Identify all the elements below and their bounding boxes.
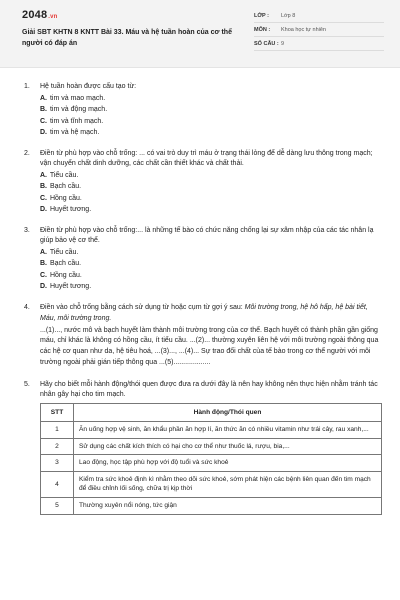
page-header (0, 0, 400, 68)
option-text: tim và tĩnh mạch. (49, 117, 104, 125)
table-row (41, 498, 382, 515)
option-label: B. (40, 106, 47, 114)
meta-info (254, 12, 384, 54)
option-text: Hồng cầu. (49, 271, 82, 279)
option-label: A. (40, 95, 47, 103)
page-title: Giải SBT KHTN 8 KNTT Bài 33. Máu và hệ tuần hoàn của cơ thể người có đáp án (22, 28, 232, 47)
option-text: Hồng cầu. (49, 194, 82, 202)
option-text: tim và hệ mạch. (49, 128, 100, 136)
question-text: Hãy cho biết mỗi hành động/thói quen được đưa ra dưới đây là nên hay không nên thực hiện nhằm tránh tác nhân gây hại cho tim mạch. (40, 381, 378, 399)
option-label: D. (40, 205, 47, 213)
question-list (0, 68, 400, 515)
option-label: C. (40, 194, 47, 202)
option-text: Huyết tương. (49, 282, 92, 290)
table-row (41, 422, 382, 439)
question-5 (24, 380, 382, 515)
option-b[interactable] (40, 181, 382, 192)
option-label: D. (40, 128, 47, 136)
question-number: 5. (24, 381, 30, 389)
option-d[interactable] (40, 127, 382, 138)
option-c[interactable] (40, 270, 382, 281)
column-header-stt: STT (41, 404, 74, 422)
habits-table (40, 403, 382, 514)
row-text: Sử dụng các chất kích thích có hại cho cơ thể như thuốc lá, rượu, bia,... (74, 438, 382, 455)
row-text: Ăn uống hợp vệ sinh, ăn khẩu phần ăn hợp lí, ăn thức ăn có nhiều vitamin như trái cây, rau xanh,... (74, 422, 382, 439)
option-c[interactable] (40, 116, 382, 127)
option-b[interactable] (40, 258, 382, 269)
question-number: 1. (24, 83, 30, 90)
question-text (40, 303, 382, 325)
question-text: Hệ tuần hoàn được cấu tạo từ: (40, 83, 137, 90)
question-4 (24, 303, 382, 369)
option-label: B. (40, 260, 47, 268)
option-text: tim và động mạch. (49, 106, 108, 114)
option-a[interactable] (40, 247, 382, 258)
option-label: B. (40, 183, 47, 191)
fill-in-paragraph: ...(1)..., nước mô và bạch huyết làm thành môi trường trong của cơ thể. Bạch huyết có thành phần gần giống máu, chỉ khác là không có hồng cầu, ít tiểu cầu. ...(2)... thường xuyên liên hệ với môi trường ngoài thông qua các hệ cơ quan như da, hệ tiêu hoá, ...(3)..., ...(4)... Sự trao đổi chất của tế bào trong cơ thể người với môi trường ngoài phải gián tiếp thông qua ...(5)................... (40, 326, 379, 367)
table-row (41, 471, 382, 497)
meta-value: 9 (281, 41, 285, 48)
question-text: Điền từ phù hợp vào chỗ trống: ... có vai trò duy trì máu ở trạng thái lỏng để dễ dàng lưu thông trong mạch; vận chuyển chất dinh dưỡng, các chất cần thiết khác và chất thải. (40, 149, 373, 168)
option-d[interactable] (40, 204, 382, 215)
question-number: 3. (24, 226, 30, 234)
option-text: Tiểu cầu. (49, 172, 79, 180)
meta-row-class (254, 12, 384, 23)
meta-key: LỚP : (254, 13, 269, 20)
option-a[interactable] (40, 170, 382, 181)
meta-row-subject (254, 26, 384, 37)
option-c[interactable] (40, 193, 382, 204)
meta-key: SỐ CÂU : (254, 41, 279, 48)
option-text: Tiểu cầu. (49, 249, 79, 257)
option-d[interactable] (40, 281, 382, 292)
option-text: Huyết tương. (49, 205, 92, 213)
question-number: 4. (24, 303, 30, 311)
row-number: 5 (41, 498, 74, 515)
row-number: 3 (41, 455, 74, 472)
row-text: Thường xuyên nổi nóng, tức giận (74, 498, 382, 515)
logo-suffix: .vn (48, 14, 58, 20)
question-number: 2. (24, 149, 30, 157)
logo-number: 2048 (22, 9, 48, 21)
option-b[interactable] (40, 104, 382, 115)
question-text: Điền từ phù hợp vào chỗ trống:... là những tế bào có chức năng chống lại sự xâm nhập của các tác nhân lạ giúp bảo vệ cơ thể. (40, 226, 374, 245)
option-label: D. (40, 282, 47, 290)
row-text: Kiểm tra sức khoẻ định kì nhằm theo dõi sức khoẻ, sớm phát hiện các bệnh liên quan đến tim mạch để điều chỉnh lối sống, chữa trị kịp thời (74, 471, 382, 497)
meta-row-count (254, 40, 384, 51)
table-row (41, 438, 382, 455)
option-text: Bạch cầu. (49, 183, 82, 191)
meta-value: Lớp 8 (281, 13, 296, 20)
table-header-row (41, 404, 382, 422)
row-number: 2 (41, 438, 74, 455)
question-2 (24, 149, 382, 215)
row-text: Lao động, học tập phù hợp với độ tuổi và sức khoẻ (74, 455, 382, 472)
table-row (41, 455, 382, 472)
option-label: A. (40, 172, 47, 180)
option-label: A. (40, 249, 47, 257)
question-3 (24, 226, 382, 292)
option-text: Bạch cầu. (49, 260, 82, 268)
meta-value: Khoa học tự nhiên (281, 27, 326, 34)
question-1 (24, 82, 382, 138)
row-number: 1 (41, 422, 74, 439)
question-intro: Điền vào chỗ trống bằng cách sử dụng từ hoặc cụm từ gợi ý sau: (40, 303, 243, 311)
option-label: C. (40, 271, 47, 279)
word-hint: Môi trường trong, hệ hô hấp, hệ bài tiết, Máu, môi trường trong. (40, 303, 368, 322)
meta-key: MÔN : (254, 27, 271, 34)
option-a[interactable] (40, 93, 382, 104)
column-header-habit: Hành động/Thói quen (74, 404, 382, 422)
option-text: tim và mao mạch. (49, 95, 106, 103)
row-number: 4 (41, 471, 74, 497)
option-label: C. (40, 117, 47, 125)
